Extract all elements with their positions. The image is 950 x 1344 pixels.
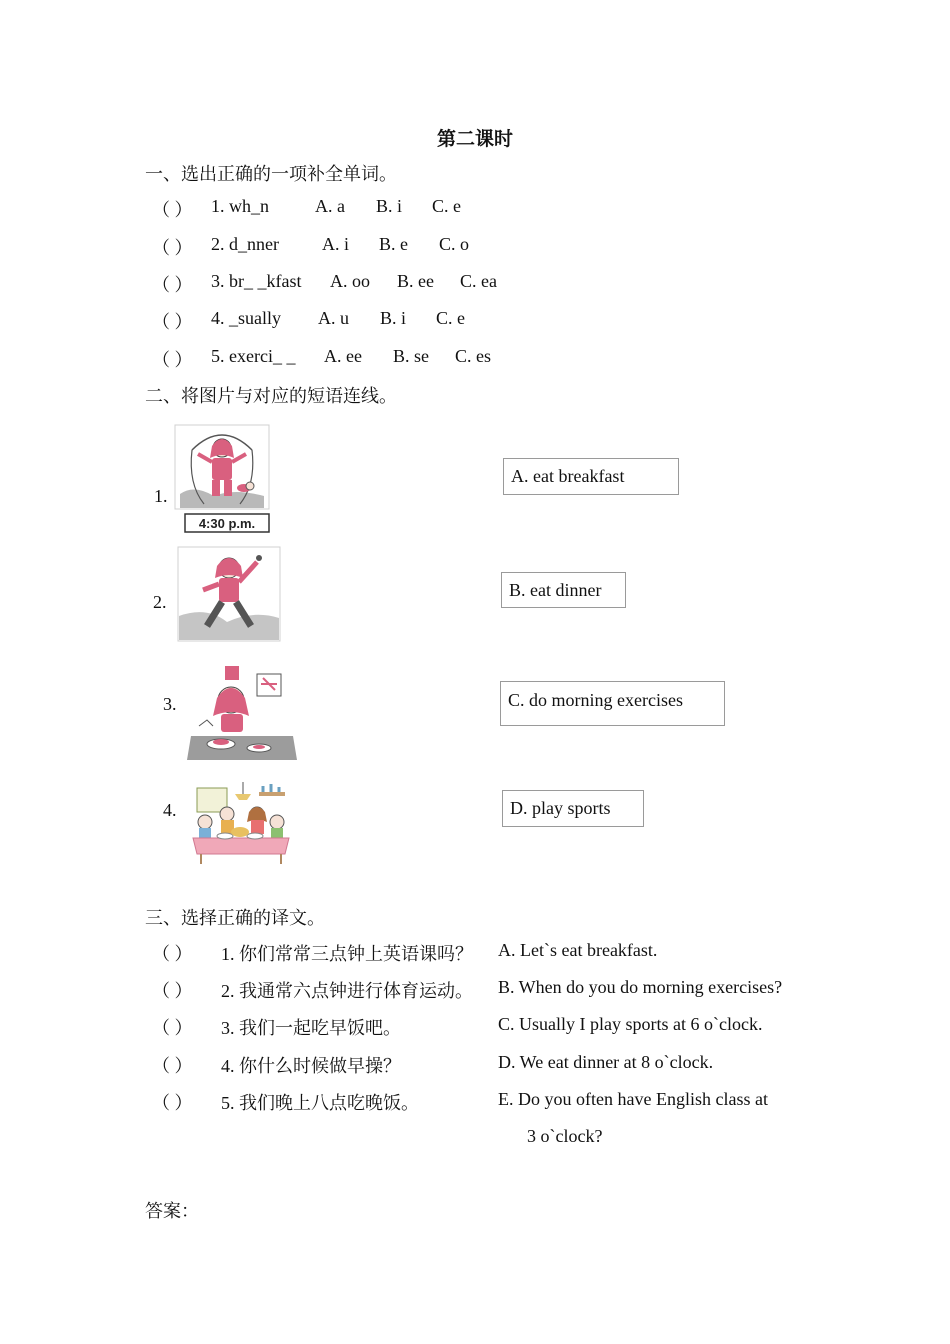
s1-option-c: C. ea: [460, 271, 497, 291]
answer-blank[interactable]: （ ）: [152, 1018, 193, 1038]
morning-exercise-picture[interactable]: [177, 546, 281, 642]
answer-blank[interactable]: （ ）: [152, 350, 193, 370]
s3-option: C. Usually I play sports at 6 o`clock.: [498, 1014, 763, 1034]
answer-blank[interactable]: （ ）: [152, 1093, 193, 1113]
s1-row-1: [152, 196, 193, 222]
s3-option: D. We eat dinner at 8 o`clock.: [498, 1052, 714, 1072]
section3-heading: 三、选择正确的译文。: [145, 908, 325, 928]
s1-option-b: B. e: [379, 234, 408, 254]
s3-question: 3. 我们一起吃早饭吧。: [221, 1018, 401, 1038]
s1-option-c: C. e: [436, 308, 465, 328]
s3-question: 5. 我们晚上八点吃晚饭。: [221, 1093, 419, 1113]
s1-question: 3. br_ _kfast: [211, 271, 302, 291]
s3-question: 1. 你们常常三点钟上英语课吗？: [221, 944, 473, 964]
s1-option-c: C. o: [439, 234, 470, 254]
answer-blank[interactable]: （ ）: [152, 981, 193, 1001]
s1-row-3: [152, 271, 193, 297]
section1-heading: 一、选出正确的一项补全单词。: [145, 164, 397, 184]
time-label: 4:30 p.m.: [198, 516, 256, 531]
jump-rope-picture[interactable]: [174, 424, 270, 534]
s3-option-continuation: 3 o`clock?: [527, 1126, 603, 1146]
s1-option-a: A. i: [322, 234, 349, 254]
answer-blank[interactable]: （ ）: [152, 312, 193, 332]
s3-question: 4. 你什么时候做早操？: [221, 1056, 401, 1076]
family-dinner-picture[interactable]: [185, 782, 297, 866]
s3-option: B. When do you do morning exercises?: [498, 977, 783, 997]
answer-blank[interactable]: （ ）: [152, 200, 193, 220]
answer-blank[interactable]: （ ）: [152, 275, 193, 295]
picture-number: 1.: [154, 486, 168, 506]
picture-number: 2.: [153, 592, 167, 612]
s1-question: 1. wh_n: [211, 196, 269, 216]
breakfast-picture[interactable]: [185, 664, 299, 764]
s1-option-b: B. ee: [397, 271, 434, 291]
page-title: 第二课时: [436, 129, 513, 150]
s1-question: 4. _sually: [211, 308, 281, 328]
s1-option-b: B. i: [380, 308, 407, 328]
s1-row-2: [152, 234, 193, 260]
picture-number: 4.: [163, 800, 177, 820]
option-play-sports[interactable]: D. play sports: [502, 790, 644, 827]
s1-option-c: C. es: [455, 346, 491, 366]
s1-row-5: [152, 346, 193, 372]
s1-option-b: B. se: [393, 346, 429, 366]
s3-option: A. Let`s eat breakfast.: [498, 940, 658, 960]
option-do-morning-exercises[interactable]: C. do morning exercises: [500, 681, 725, 726]
option-eat-dinner[interactable]: B. eat dinner: [501, 572, 626, 608]
s1-option-a: A. a: [315, 196, 345, 216]
s3-option: E. Do you often have English class at: [498, 1089, 768, 1109]
s1-option-a: A. oo: [330, 271, 370, 291]
answer-blank[interactable]: （ ）: [152, 238, 193, 258]
s3-question: 2. 我通常六点钟进行体育运动。: [221, 981, 473, 1001]
answer-blank[interactable]: （ ）: [152, 1056, 193, 1076]
picture-number: 3.: [163, 694, 177, 714]
s1-option-a: A. u: [318, 308, 349, 328]
s1-option-a: A. ee: [324, 346, 362, 366]
answer-label: 答案：: [145, 1201, 199, 1221]
section2-heading: 二、将图片与对应的短语连线。: [145, 386, 397, 406]
s1-option-b: B. i: [376, 196, 403, 216]
s1-question: 2. d_nner: [211, 234, 279, 254]
answer-blank[interactable]: （ ）: [152, 944, 193, 964]
s1-question: 5. exerci_ _: [211, 346, 296, 366]
s1-option-c: C. e: [432, 196, 461, 216]
s1-row-4: [152, 308, 193, 334]
option-eat-breakfast[interactable]: A. eat breakfast: [503, 458, 679, 495]
